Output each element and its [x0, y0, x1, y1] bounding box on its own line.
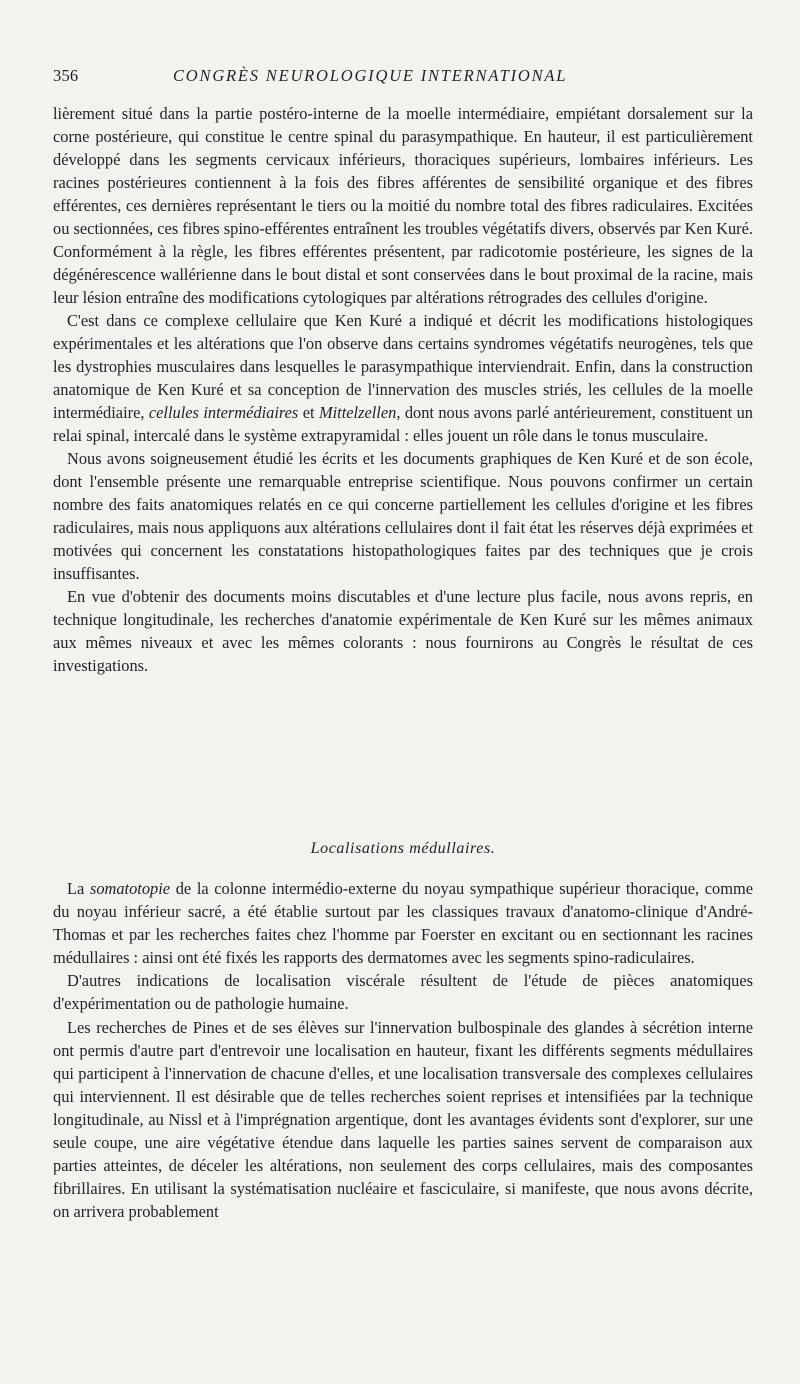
body-text-section-1 — [53, 102, 753, 677]
running-title: CONGRÈS NEUROLOGIQUE INTERNATIONAL — [173, 66, 568, 85]
paragraph-5 — [53, 877, 753, 969]
paragraph-2-italic-mittelzellen: Mittelzellen, — [318, 403, 401, 422]
paragraph-6: D'autres indications de localisation viscérale résultent de l'étude de pièces anatomiques d'expérimentation ou de pathologie humaine. — [53, 971, 753, 1014]
paragraph-1: lièrement situé dans la partie postéro-interne de la moelle intermédiaire, empiétant dorsalement sur la corne postérieure, qui constitue le centre spinal du parasympathique. En hauteur, il est particulièrement développé dans les segments cervicaux inférieurs, thoraciques supérieurs, lombaires inférieurs. Les racines postérieures contiennent à la fois des fibres afférentes de sensibilité organique et des fibres efférentes, ces dernières représentant le tiers ou la moitié du nombre total des fibres radiculaires. Excitées ou sectionnées, ces fibres spino-efférentes entraînent les troubles végétatifs divers, observés par Ken Kuré. Conformément à la règle, les fibres efférentes présentent, par radicotomie postérieure, les signes de la dégénérescence wallérienne dans le bout distal et sont conservées dans le bout proximal de la racine, mais leur lésion entraîne des modifications cytologiques par altérations rétrogrades des cellules d'origine. — [53, 104, 753, 307]
paragraph-2-text-c: dont nous avons parlé antérieurement, constituent un relai spinal, intercalé dans le système extrapyramidal : elles jouent un rôle dans le tonus musculaire. — [53, 403, 753, 445]
paragraph-5-text-a: La — [67, 879, 85, 898]
running-head — [53, 66, 753, 92]
body-text-section-2 — [53, 877, 753, 1223]
paragraph-2-italic-cellules: cellules intermédiaires — [148, 403, 299, 422]
paragraph-2-text-b: et — [302, 403, 315, 422]
paragraph-2 — [53, 309, 753, 447]
paragraph-3: Nous avons soigneusement étudié les écrits et les documents graphiques de Ken Kuré et de son école, dont l'ensemble présente une remarquable entreprise scientifique. Nous pouvons confirmer un certain nombre des faits anatomiques relatés en ce qui concerne partiellement les cellules d'origine et les fibres radiculaires, mais nous appliquons aux altérations cellulaires dont il fait état les réserves déjà exprimées et motivées qui concernent les constatations histopathologiques faites par des techniques que je crois insuffisantes. — [53, 449, 753, 583]
paragraph-5-text-b: de la colonne intermédio-externe du noyau sympathique supérieur thoracique, comme du noyau inférieur sacré, a été établie surtout par les classiques travaux d'anatomo-clinique d'André-Thomas et par les recherches faites chez l'homme par Foerster en excitant ou en sectionnant les racines médullaires : ainsi ont été fixés les rapports des dermatomes avec les segments spino-radiculaires. — [53, 879, 753, 968]
paragraph-5-italic-somatotopie: somatotopie — [89, 879, 171, 898]
paragraph-2-text-a: C'est dans ce complexe cellulaire que Ken Kuré a indiqué et décrit les modifications histologiques expérimentales et les altérations que l'on observe dans certains syndromes végétatifs neurogènes, tels que les dystrophies musculaires dans lesquelles le parasympathique interviendrait. Enfin, dans la construction anatomique de Ken Kuré et sa conception de l'innervation des muscles striés, les cellules de la moelle intermédiaire, — [53, 311, 753, 422]
page-number: 356 — [53, 66, 79, 85]
paragraph-4: En vue d'obtenir des documents moins discutables et d'une lecture plus facile, nous avons repris, en technique longitudinale, les recherches d'anatomie expérimentale de Ken Kuré sur les mêmes animaux aux mêmes niveaux et avec les mêmes colorants : nous fournirons au Congrès le résultat de ces investigations. — [53, 587, 753, 675]
section-heading: Localisations médullaires. — [310, 840, 496, 857]
paragraph-7: Les recherches de Pines et de ses élèves sur l'innervation bulbospinale des glandes à sécrétion interne ont permis d'autre part d'entrevoir une localisation en hauteur, fixant les différents segments médullaires qui participent à l'innervation de chacune d'elles, et une localisation transversale des complexes cellulaires qui interviennent. Il est désirable que de telles recherches soient reprises et intensifiées par la technique longitudinale, au Nissl et à l'imprégnation argentique, dont les avantages évidents sont d'explorer, sur une seule coupe, une aire végétative étendue dans laquelle les parties saines servent de comparaison aux parties atteintes, de déceler les altérations, non seulement des corps cellulaires, mais des composantes fibrillaires. En utilisant la systématisation nucléaire et fasciculaire, si manifeste, que nous avons décrite, on arrivera probablement — [53, 1017, 753, 1222]
